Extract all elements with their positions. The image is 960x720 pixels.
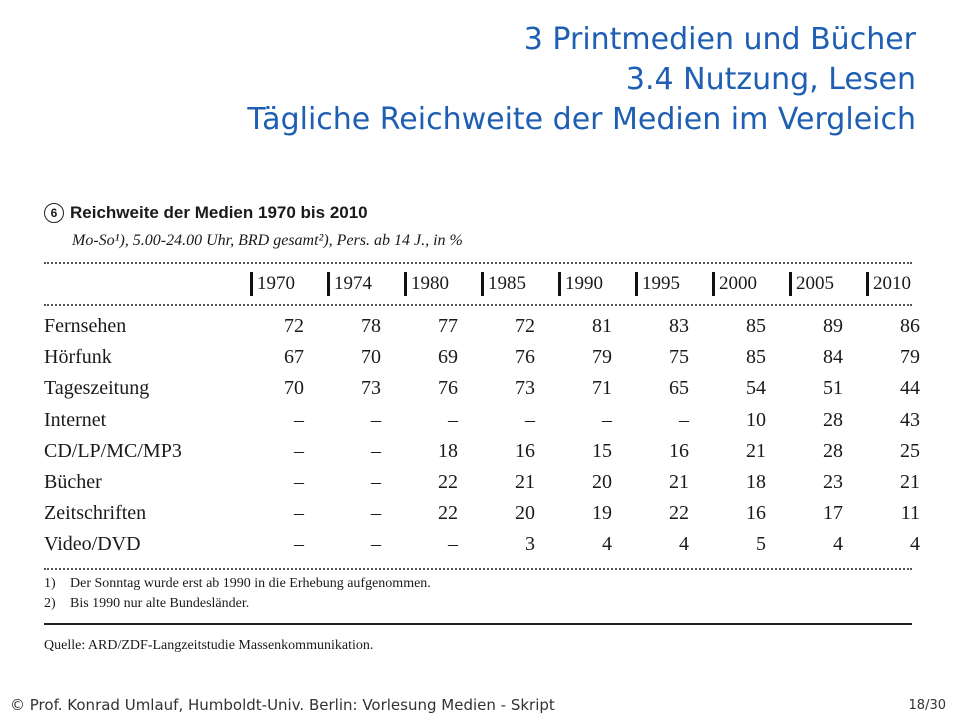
row-label: Internet <box>44 408 107 431</box>
year-header: 1980 <box>404 272 449 296</box>
table-cell: 78 <box>361 315 381 337</box>
table-cell: 69 <box>438 346 458 369</box>
divider-bottom <box>44 568 912 570</box>
footnote-text: Der Sonntag wurde erst ab 1990 in die Erhebung aufgenommen. <box>70 576 431 591</box>
year-header: 1995 <box>635 272 680 296</box>
table-cell: 73 <box>515 377 535 400</box>
year-header: 2010 <box>866 272 911 296</box>
title-line-chapter: 3 Printmedien und Bücher <box>523 22 916 57</box>
row-label: Fernsehen <box>44 315 127 337</box>
table-cell: 19 <box>592 502 612 525</box>
table-cell: 23 <box>823 471 843 493</box>
table-cell: 22 <box>438 502 458 525</box>
title-line-topic: Tägliche Reichweite der Medien im Vergleich <box>247 102 916 137</box>
table-cell: 4 <box>602 533 612 556</box>
title-line-section: 3.4 Nutzung, Lesen <box>625 62 916 97</box>
table-cell: 28 <box>823 439 843 462</box>
figure-header <box>44 203 368 223</box>
source-note: Quelle: ARD/ZDF-Langzeitstudie Massenkommunikation. <box>44 638 374 653</box>
table-cell: 51 <box>823 377 843 400</box>
year-header: 1970 <box>250 272 295 296</box>
table-cell: – <box>448 408 458 431</box>
table-cell: 21 <box>746 439 766 462</box>
table-cell: 21 <box>515 471 535 493</box>
row-label: CD/LP/MC/MP3 <box>44 439 182 462</box>
table-cell: – <box>371 408 381 431</box>
table-cell: 43 <box>900 408 920 431</box>
table-cell: 85 <box>746 346 766 369</box>
footer-credit: © Prof. Konrad Umlauf, Humboldt-Univ. Berlin: Vorlesung Medien - Skript <box>10 696 555 714</box>
year-header: 1990 <box>558 272 603 296</box>
table-cell: – <box>371 533 381 556</box>
table-cell: 84 <box>823 346 843 369</box>
figure-number-badge: 6 <box>44 203 64 223</box>
table-cell: 70 <box>361 346 381 369</box>
divider-source <box>44 623 912 625</box>
table-cell: 44 <box>900 377 920 400</box>
table-cell: 28 <box>823 408 843 431</box>
table-cell: – <box>294 439 304 462</box>
page-number: 18/30 <box>908 698 946 713</box>
table-cell: 4 <box>910 533 920 556</box>
table-cell: 76 <box>438 377 458 400</box>
divider-header <box>44 304 912 306</box>
table-cell: 22 <box>438 471 458 493</box>
table-cell: 5 <box>756 533 766 556</box>
table-cell: 4 <box>679 533 689 556</box>
table-cell: – <box>371 439 381 462</box>
table-cell: 67 <box>284 346 304 369</box>
footnote-text: Bis 1990 nur alte Bundesländer. <box>70 596 250 611</box>
table-cell: 21 <box>900 471 920 493</box>
table-cell: 81 <box>592 315 612 337</box>
table-cell: – <box>602 408 612 431</box>
table-cell: 72 <box>515 315 535 337</box>
table-cell: – <box>371 502 381 525</box>
table-cell: – <box>679 408 689 431</box>
table-cell: 17 <box>823 502 843 525</box>
table-cell: 16 <box>515 439 535 462</box>
row-label: Tageszeitung <box>44 377 150 400</box>
table-cell: – <box>448 533 458 556</box>
table-cell: 25 <box>900 439 920 462</box>
year-header: 2000 <box>712 272 757 296</box>
table-cell: – <box>371 471 381 493</box>
table-cell: 20 <box>515 502 535 525</box>
footnote-number: 2) <box>44 596 56 611</box>
table-cell: 3 <box>525 533 535 556</box>
row-label: Hörfunk <box>44 346 112 369</box>
year-header: 2005 <box>789 272 834 296</box>
table-cell: 16 <box>669 439 689 462</box>
table-cell: 10 <box>746 408 766 431</box>
table-cell: 72 <box>284 315 304 337</box>
table-cell: 73 <box>361 377 381 400</box>
table-cell: 54 <box>746 377 766 400</box>
table-cell: 20 <box>592 471 612 493</box>
table-cell: 22 <box>669 502 689 525</box>
table-cell: – <box>294 471 304 493</box>
row-label: Bücher <box>44 471 102 493</box>
table-cell: 70 <box>284 377 304 400</box>
table-cell: 83 <box>669 315 689 337</box>
footnote-number: 1) <box>44 576 56 591</box>
footnote <box>44 596 249 612</box>
footnote <box>44 576 431 592</box>
table-cell: – <box>294 533 304 556</box>
table-cell: 71 <box>592 377 612 400</box>
table-cell: 15 <box>592 439 612 462</box>
table-cell: 89 <box>823 315 843 337</box>
table-cell: – <box>294 502 304 525</box>
table-cell: 11 <box>900 502 920 525</box>
table-cell: 18 <box>746 471 766 493</box>
table-cell: 65 <box>669 377 689 400</box>
figure-title: Reichweite der Medien 1970 bis 2010 <box>70 203 368 222</box>
table-cell: 86 <box>900 315 920 337</box>
figure-subtitle: Mo-So¹), 5.00-24.00 Uhr, BRD gesamt²), Pers. ab 14 J., in % <box>72 232 463 249</box>
year-header: 1985 <box>481 272 526 296</box>
year-header: 1974 <box>327 272 372 296</box>
row-label: Zeitschriften <box>44 502 147 525</box>
table-cell: 79 <box>900 346 920 369</box>
divider-top <box>44 262 912 264</box>
table-cell: 4 <box>833 533 843 556</box>
table-cell: 76 <box>515 346 535 369</box>
slide-title <box>247 20 916 140</box>
table-cell: 18 <box>438 439 458 462</box>
table-cell: 85 <box>746 315 766 337</box>
table-cell: 16 <box>746 502 766 525</box>
table-cell: 75 <box>669 346 689 369</box>
table-cell: – <box>525 408 535 431</box>
row-label: Video/DVD <box>44 533 141 556</box>
table-cell: 77 <box>438 315 458 337</box>
table-cell: 21 <box>669 471 689 493</box>
table-cell: – <box>294 408 304 431</box>
table-cell: 79 <box>592 346 612 369</box>
